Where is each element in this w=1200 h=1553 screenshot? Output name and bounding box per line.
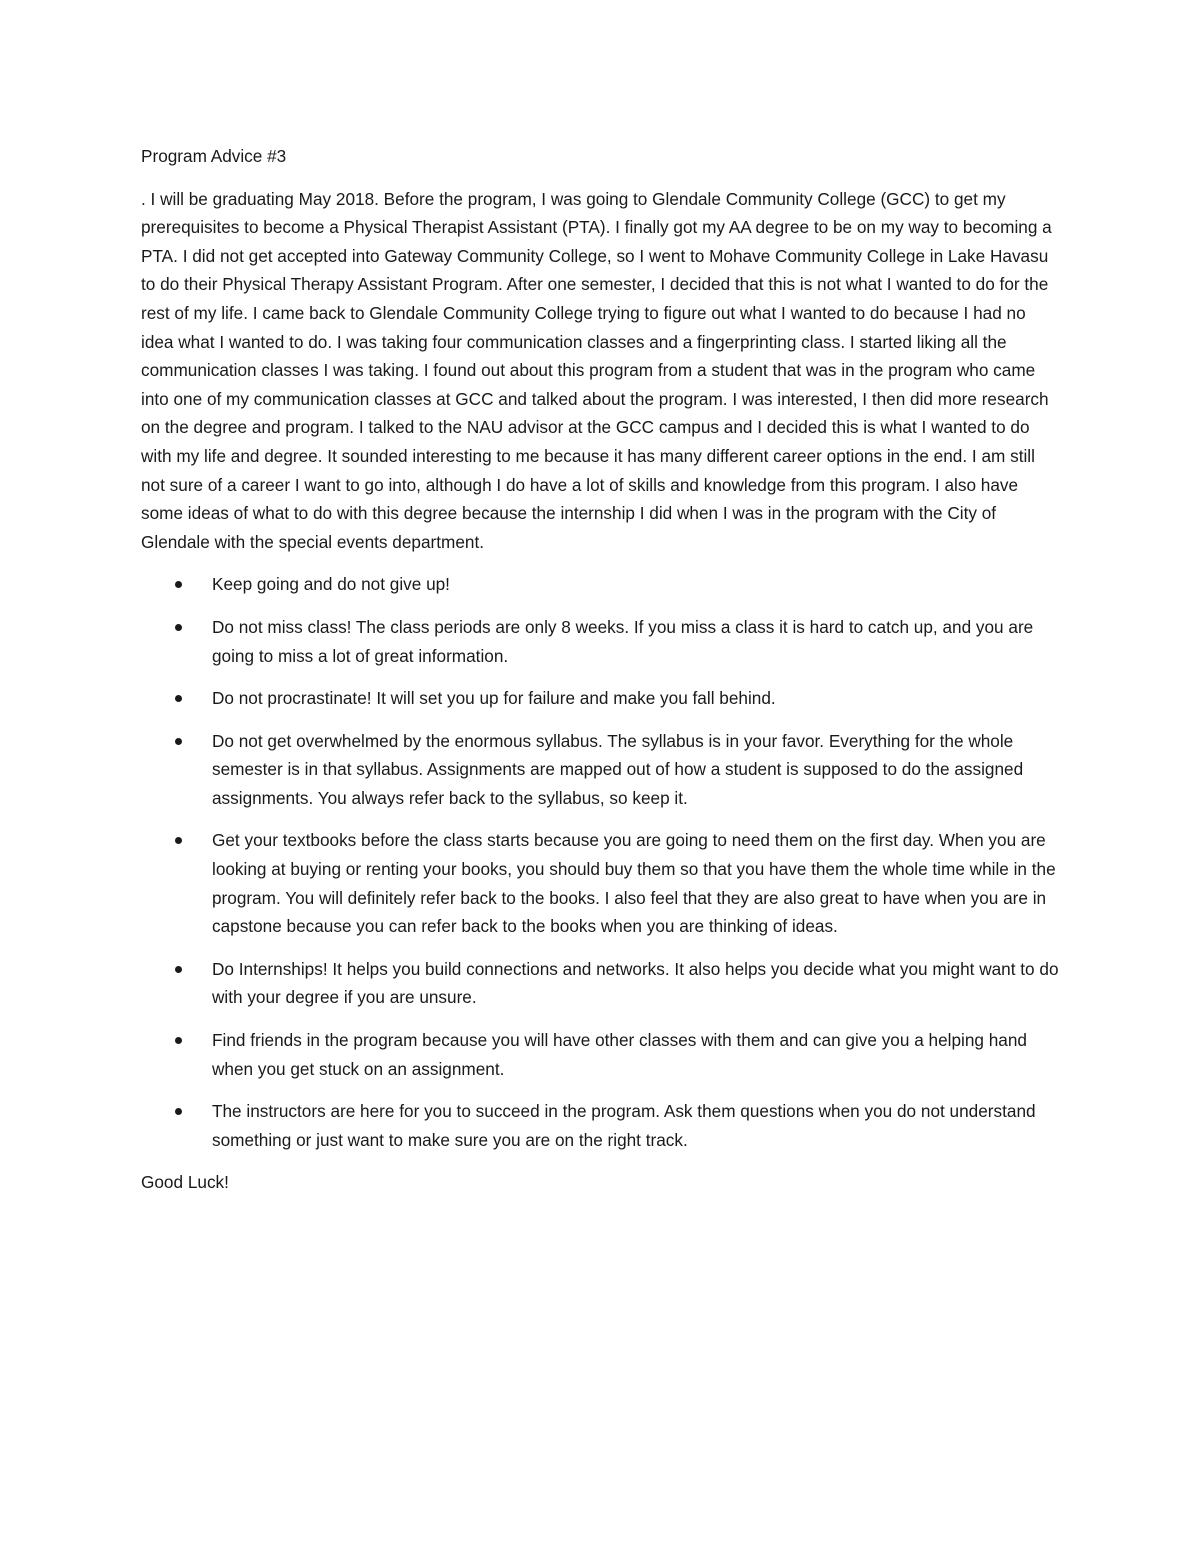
- advice-item: [141, 684, 1061, 713]
- bullet-icon: [175, 695, 182, 702]
- advice-list: [141, 570, 1061, 1154]
- advice-text: Keep going and do not give up!: [212, 574, 450, 595]
- advice-text: The instructors are here for you to succeed in the program. Ask them questions when you do not understand something or just want to make sure you are on the right track.: [212, 1101, 1036, 1150]
- advice-text: Find friends in the program because you will have other classes with them and can give you a helping hand when you get stuck on an assignment.: [212, 1030, 1027, 1079]
- advice-text: Get your textbooks before the class starts because you are going to need them on the first day. When you are looking at buying or renting your books, you should buy them so that you have them the whole time while in the program. You will definitely refer back to the books. I also feel that they are also great to have when you are in capstone because you can refer back to the books when you are thinking of ideas.: [212, 830, 1056, 937]
- advice-text: Do not procrastinate! It will set you up for failure and make you fall behind.: [212, 688, 776, 709]
- document-title: Program Advice #3: [141, 146, 287, 166]
- advice-text: Do Internships! It helps you build connections and networks. It also helps you decide what you might want to do with your degree if you are unsure.: [212, 958, 1059, 1008]
- advice-item: [141, 826, 1061, 940]
- bullet-icon: [175, 1037, 182, 1044]
- intro-paragraph: . I will be graduating May 2018. Before the program, I was going to Glendale Community College (GCC) to get my prerequisites to become a Physical Therapist Assistant (PTA). I finally got my AA degree to be on my way to becoming a PTA. I did not get accepted into Gateway Community College, so I went to Mohave Community College in Lake Havasu to do their Physical Therapy Assistant Program. After one semester, I decided that this is not what I wanted to do for the rest of my life. I came back to Glendale Community College trying to figure out what I wanted to do because I had no idea what I wanted to do. I was taking four communication classes and a fingerprinting class. I started liking all the communication classes I was taking. I found out about this program from a student that was in the program who came into one of my communication classes at GCC and talked about the program. I was interested, I then did more research on the degree and program. I talked to the NAU advisor at the GCC campus and I decided this is what I wanted to do with my life and degree. It sounded interesting to me because it has many different career options in the end. I am still not sure of a career I want to go into, although I do have a lot of skills and knowledge from this program. I also have some ideas of what to do with this degree because the internship I did when I was in the program with the City of Glendale with the special events department.: [141, 188, 1052, 552]
- bullet-icon: [175, 966, 182, 973]
- document-body: [141, 142, 1061, 1197]
- advice-text: Do not get overwhelmed by the enormous syllabus. The syllabus is in your favor. Everything for the whole semester is in that syllabus. Assignments are mapped out of how a student is supposed to do the assigned assignments. You always refer back to the syllabus, so keep it.: [212, 730, 1024, 808]
- advice-text: Do not miss class! The class periods are only 8 weeks. If you miss a class it is hard to catch up, and you are going to miss a lot of great information.: [212, 616, 1034, 666]
- bullet-icon: [175, 624, 182, 631]
- bullet-icon: [175, 1108, 182, 1115]
- closing-line: Good Luck!: [141, 1172, 229, 1193]
- advice-item: [141, 1097, 1061, 1154]
- advice-item: [141, 570, 1061, 599]
- bullet-icon: [175, 738, 182, 745]
- advice-item: [141, 955, 1061, 1012]
- bullet-icon: [175, 837, 182, 844]
- bullet-icon: [175, 581, 182, 588]
- advice-item: [141, 1026, 1061, 1083]
- advice-item: [141, 727, 1061, 813]
- advice-item: [141, 613, 1061, 670]
